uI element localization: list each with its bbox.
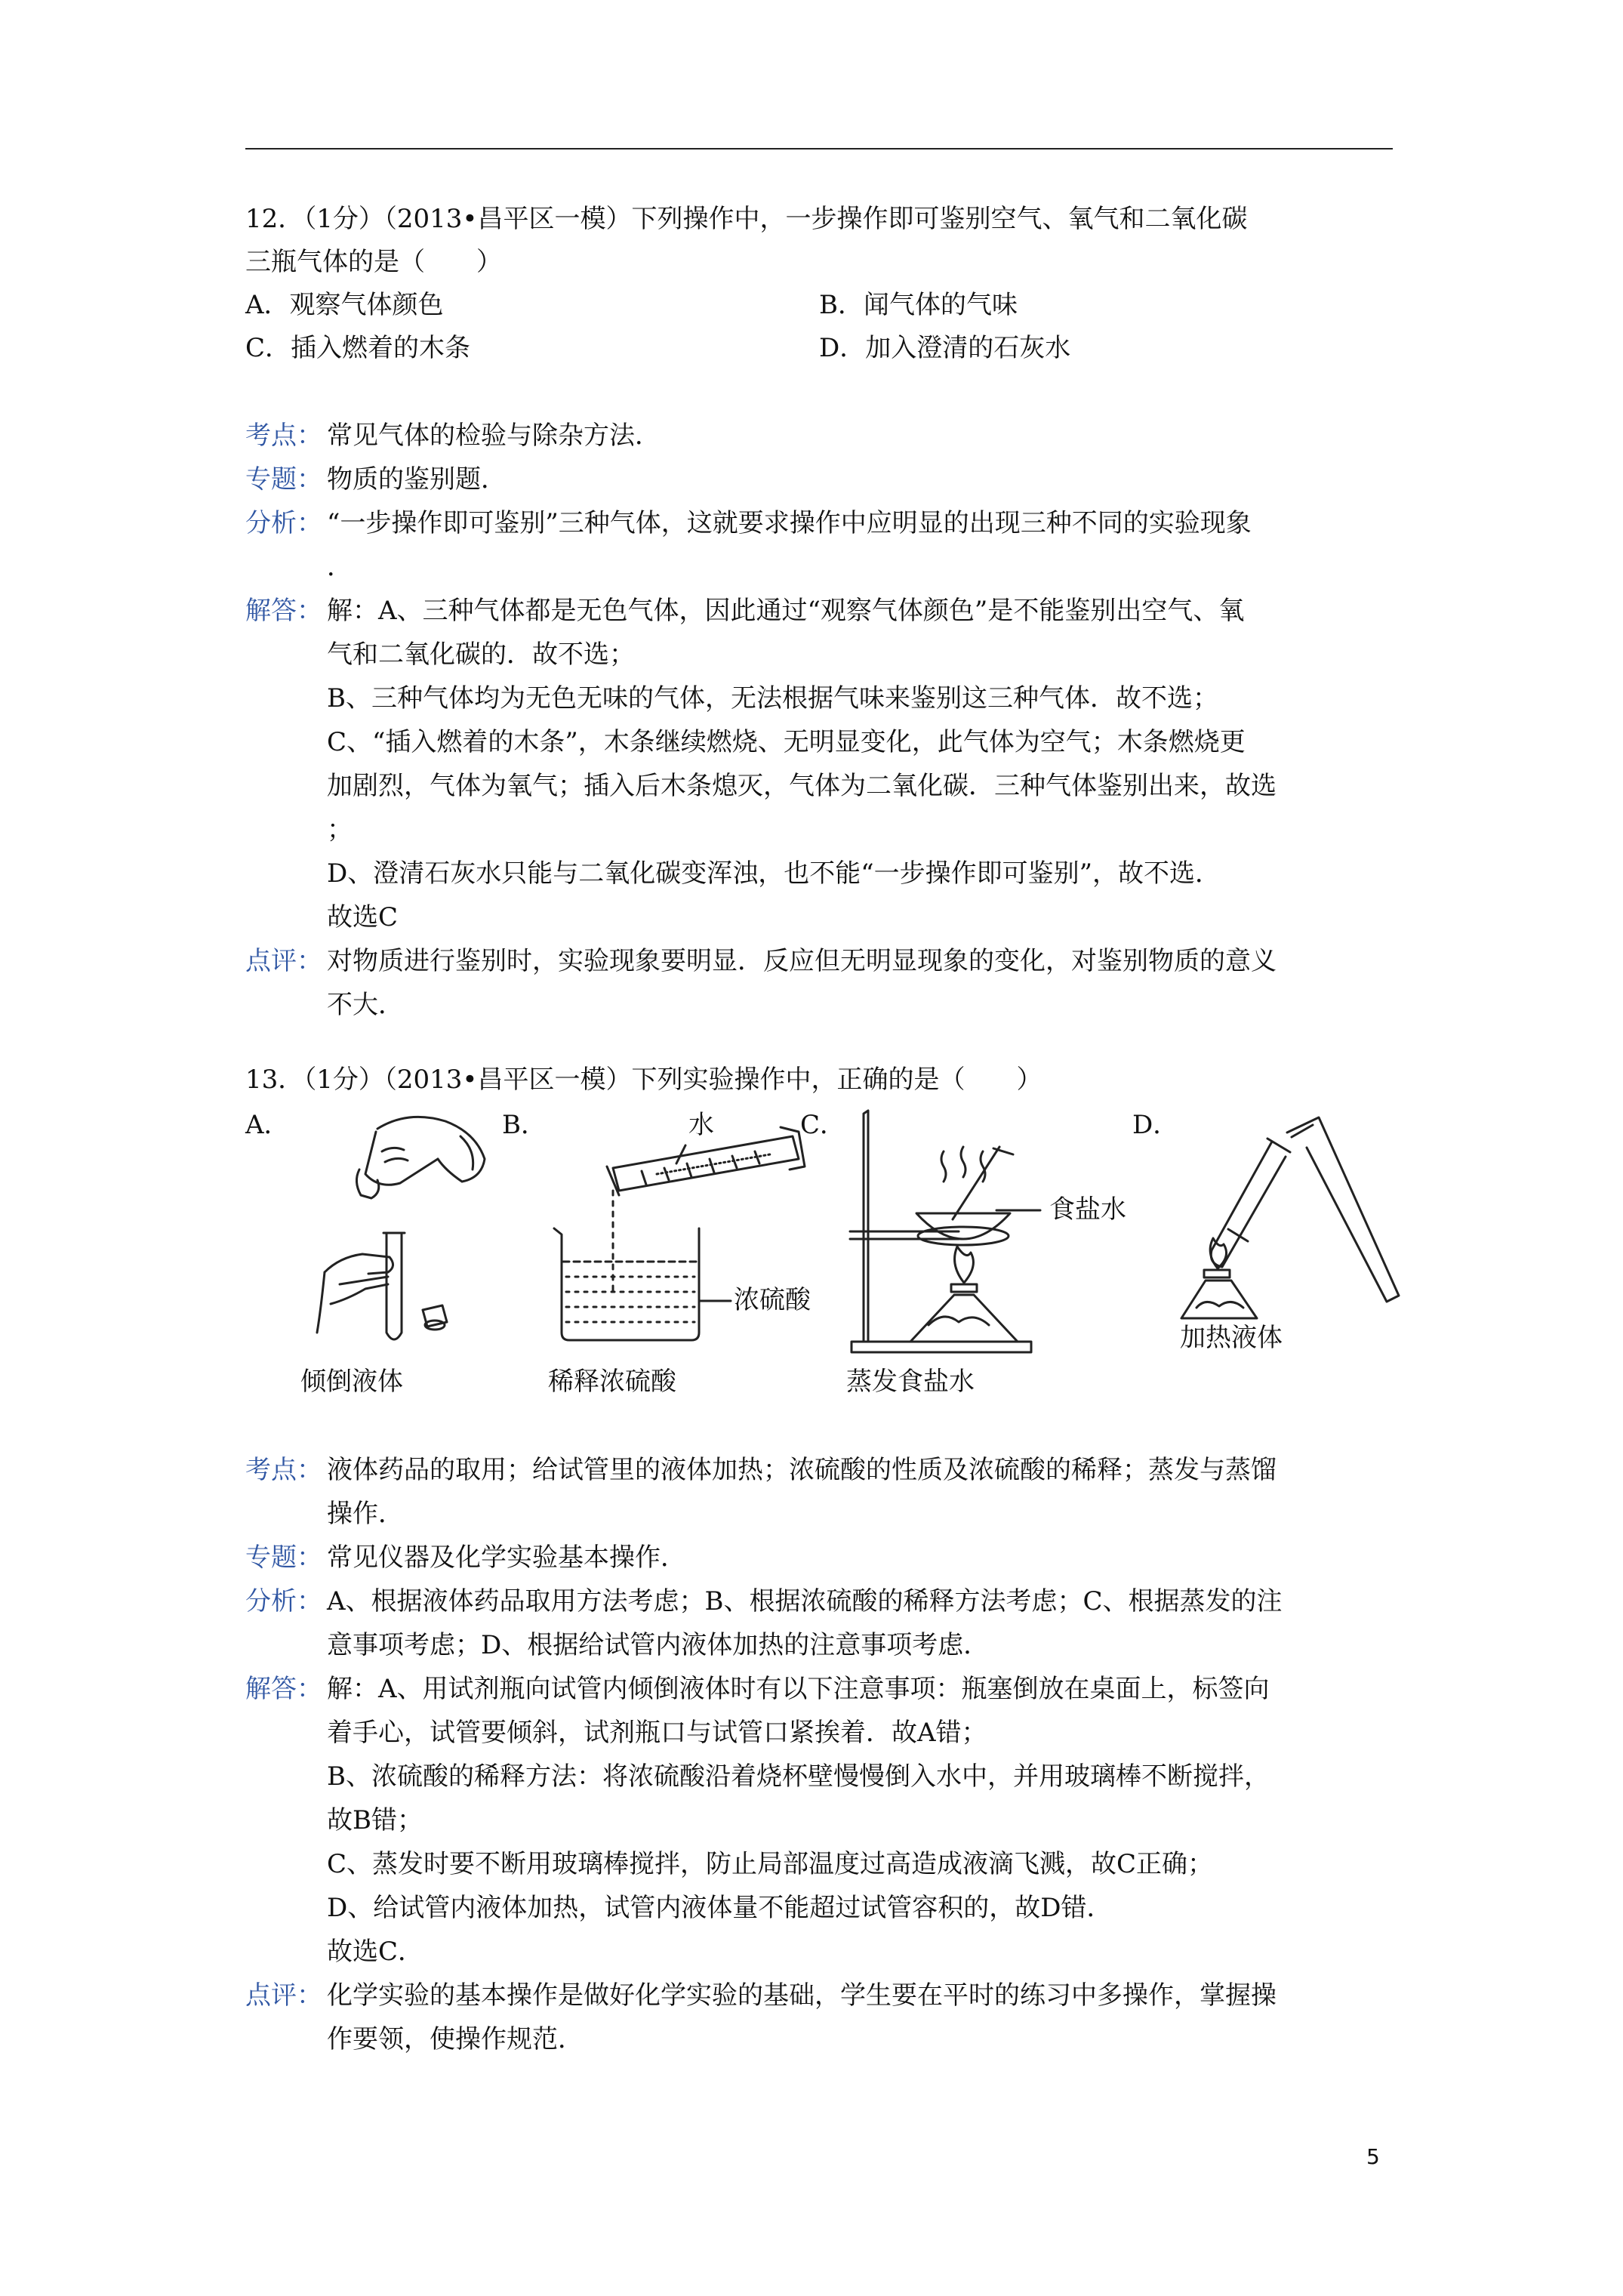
q13-fenxi-line: 意事项考虑；D、根据给试管内液体加热的注意事项考虑．: [327, 1630, 990, 1660]
q12-jieda-line: 气和二氧化碳的．故不选；: [327, 639, 635, 670]
q13-jieda-line: 解：A、用试剂瓶向试管内倾倒液体时有以下注意事项：瓶塞倒放在桌面上，标签向: [327, 1674, 1270, 1704]
q13-jieda-line: 故B错；: [327, 1805, 423, 1835]
q12-option-a: A．观察气体颜色: [245, 290, 444, 320]
caption-b: 稀释浓硫酸: [548, 1367, 676, 1397]
q12-dianping: [327, 939, 1393, 1027]
q13-fenxi: [327, 1579, 1393, 1667]
q12-jieda-label: 解答：: [245, 596, 322, 626]
q12-jieda-line: D、澄清石灰水只能与二氧化碳变浑浊，也不能“一步操作即可鉴别”，故不选．: [327, 858, 1221, 889]
q13-jieda: [327, 1667, 1393, 1974]
q13-option-b-letter: B．: [502, 1110, 547, 1140]
q13-fenxi-label: 分析：: [245, 1586, 322, 1616]
label-concentrated-acid: 浓硫酸: [734, 1285, 811, 1315]
q12-option-d: D．加入澄清的石灰水: [819, 333, 1071, 363]
q12-kaodian: [327, 414, 1393, 458]
q13-jieda-line: B、浓硫酸的稀释方法：将浓硫酸沿着烧杯壁慢慢倒入水中，并用玻璃棒不断搅拌，: [327, 1761, 1270, 1792]
q13-zhuanti-label: 专题：: [245, 1542, 322, 1573]
figure-b-diluting-acid: [544, 1106, 800, 1355]
q12-dianping-label: 点评：: [245, 946, 322, 976]
caption-a: 倾倒液体: [300, 1367, 403, 1397]
q13-option-a-letter: A．: [245, 1110, 290, 1140]
q13-kaodian-line: 液体药品的取用；给试管里的液体加热；浓硫酸的性质及浓硫酸的稀释；蒸发与蒸馏: [327, 1455, 1277, 1485]
q12-jieda-line: 故选C: [327, 902, 399, 932]
q13-stem-line: 13．（1分）（2013•昌平区一模）下列实验操作中，正确的是（ ）: [245, 1065, 1042, 1095]
q12-jieda-line: C、“插入燃着的木条”，木条继续燃烧、无明显变化，此气体为空气；木条燃烧更: [327, 727, 1246, 757]
q12-jieda-line: ；: [327, 815, 353, 845]
q12-dianping-line: 不大．: [327, 990, 404, 1020]
q12-kaodian-text: 常见气体的检验与除杂方法．: [327, 421, 661, 451]
q12-option-b: B．闻气体的气味: [819, 290, 1018, 320]
q12-option-c: C．插入燃着的木条: [245, 333, 471, 363]
q13-jieda-line: 故选C．: [327, 1937, 424, 1967]
page-number: 5: [1366, 2144, 1380, 2169]
q12-stem: [245, 198, 1393, 370]
q12-dianping-line: 对物质进行鉴别时，实验现象要明显．反应但无明显现象的变化，对鉴别物质的意义: [327, 946, 1277, 976]
q13-dianping-line: 化学实验的基本操作是做好化学实验的基础，学生要在平时的练习中多操作，掌握操: [327, 1980, 1277, 2011]
q12-fenxi: [327, 501, 1393, 589]
q12-jieda: [327, 589, 1393, 939]
q13-zhuanti-text: 常见仪器及化学实验基本操作．: [327, 1542, 686, 1573]
q13-fenxi-line: A、根据液体药品取用方法考虑；B、根据浓硫酸的稀释方法考虑；C、根据蒸发的注: [327, 1586, 1283, 1616]
q13-kaodian-line: 操作．: [327, 1499, 404, 1529]
q12-stem-line2: 三瓶气体的是（ ）: [245, 247, 502, 277]
label-water: 水: [688, 1110, 714, 1140]
q13-jieda-line: D、给试管内液体加热，试管内液体量不能超过试管容积的，故D错．: [327, 1893, 1113, 1923]
figure-d-heating-liquid: [1159, 1102, 1408, 1329]
q13-kaodian: [327, 1448, 1393, 1536]
q12-jieda-line: 加剧烈，气体为氧气；插入后木条熄灭，气体为二氧化碳．三种气体鉴别出来，故选: [327, 771, 1277, 801]
q13-stem: [245, 1059, 1393, 1102]
figure-a-pouring-liquid: [287, 1106, 513, 1355]
q13-jieda-line: C、蒸发时要不断用玻璃棒搅拌，防止局部温度过高造成液滴飞溅，故C正确；: [327, 1849, 1214, 1879]
q12-kaodian-label: 考点：: [245, 421, 322, 451]
q12-fenxi-line: “一步操作即可鉴别”三种气体，这就要求操作中应明显的出现三种不同的实验现象: [327, 508, 1252, 538]
q13-jieda-label: 解答：: [245, 1674, 322, 1704]
caption-d: 加热液体: [1180, 1323, 1283, 1353]
q12-options-row2: [245, 327, 1393, 370]
q13-kaodian-label: 考点：: [245, 1455, 322, 1485]
q13-zhuanti: [327, 1536, 1393, 1579]
q13-dianping: [327, 1974, 1393, 2061]
label-brine: 食盐水: [1049, 1194, 1126, 1225]
q13-dianping-line: 作要领，使操作规范．: [327, 2024, 584, 2054]
q12-options-row1: [245, 284, 1393, 327]
header-rule: [245, 148, 1393, 149]
q12-fenxi-line: ．: [327, 552, 353, 582]
q13-jieda-line: 着手心，试管要倾斜，试剂瓶口与试管口紧挨着．故A错；: [327, 1718, 987, 1748]
caption-c: 蒸发食盐水: [846, 1367, 975, 1397]
q12-fenxi-label: 分析：: [245, 508, 322, 538]
q12-zhuanti: [327, 458, 1393, 501]
figure-c-evaporating-brine: [838, 1099, 1087, 1359]
q12-stem-line1: 12．（1分）（2013•昌平区一模）下列操作中，一步操作即可鉴别空气、氧气和二氧化碳: [245, 204, 1248, 234]
q12-jieda-line: 解：A、三种气体都是无色气体，因此通过“观察气体颜色”是不能鉴别出空气、氧: [327, 596, 1245, 626]
q13-option-c-letter: C．: [800, 1110, 846, 1140]
q13-option-d-letter: D．: [1132, 1110, 1179, 1140]
q12-jieda-line: B、三种气体均为无色无味的气体，无法根据气味来鉴别这三种气体．故不选；: [327, 683, 1218, 713]
q12-zhuanti-label: 专题：: [245, 464, 322, 495]
q12-zhuanti-text: 物质的鉴别题．: [327, 464, 507, 495]
q13-dianping-label: 点评：: [245, 1980, 322, 2011]
